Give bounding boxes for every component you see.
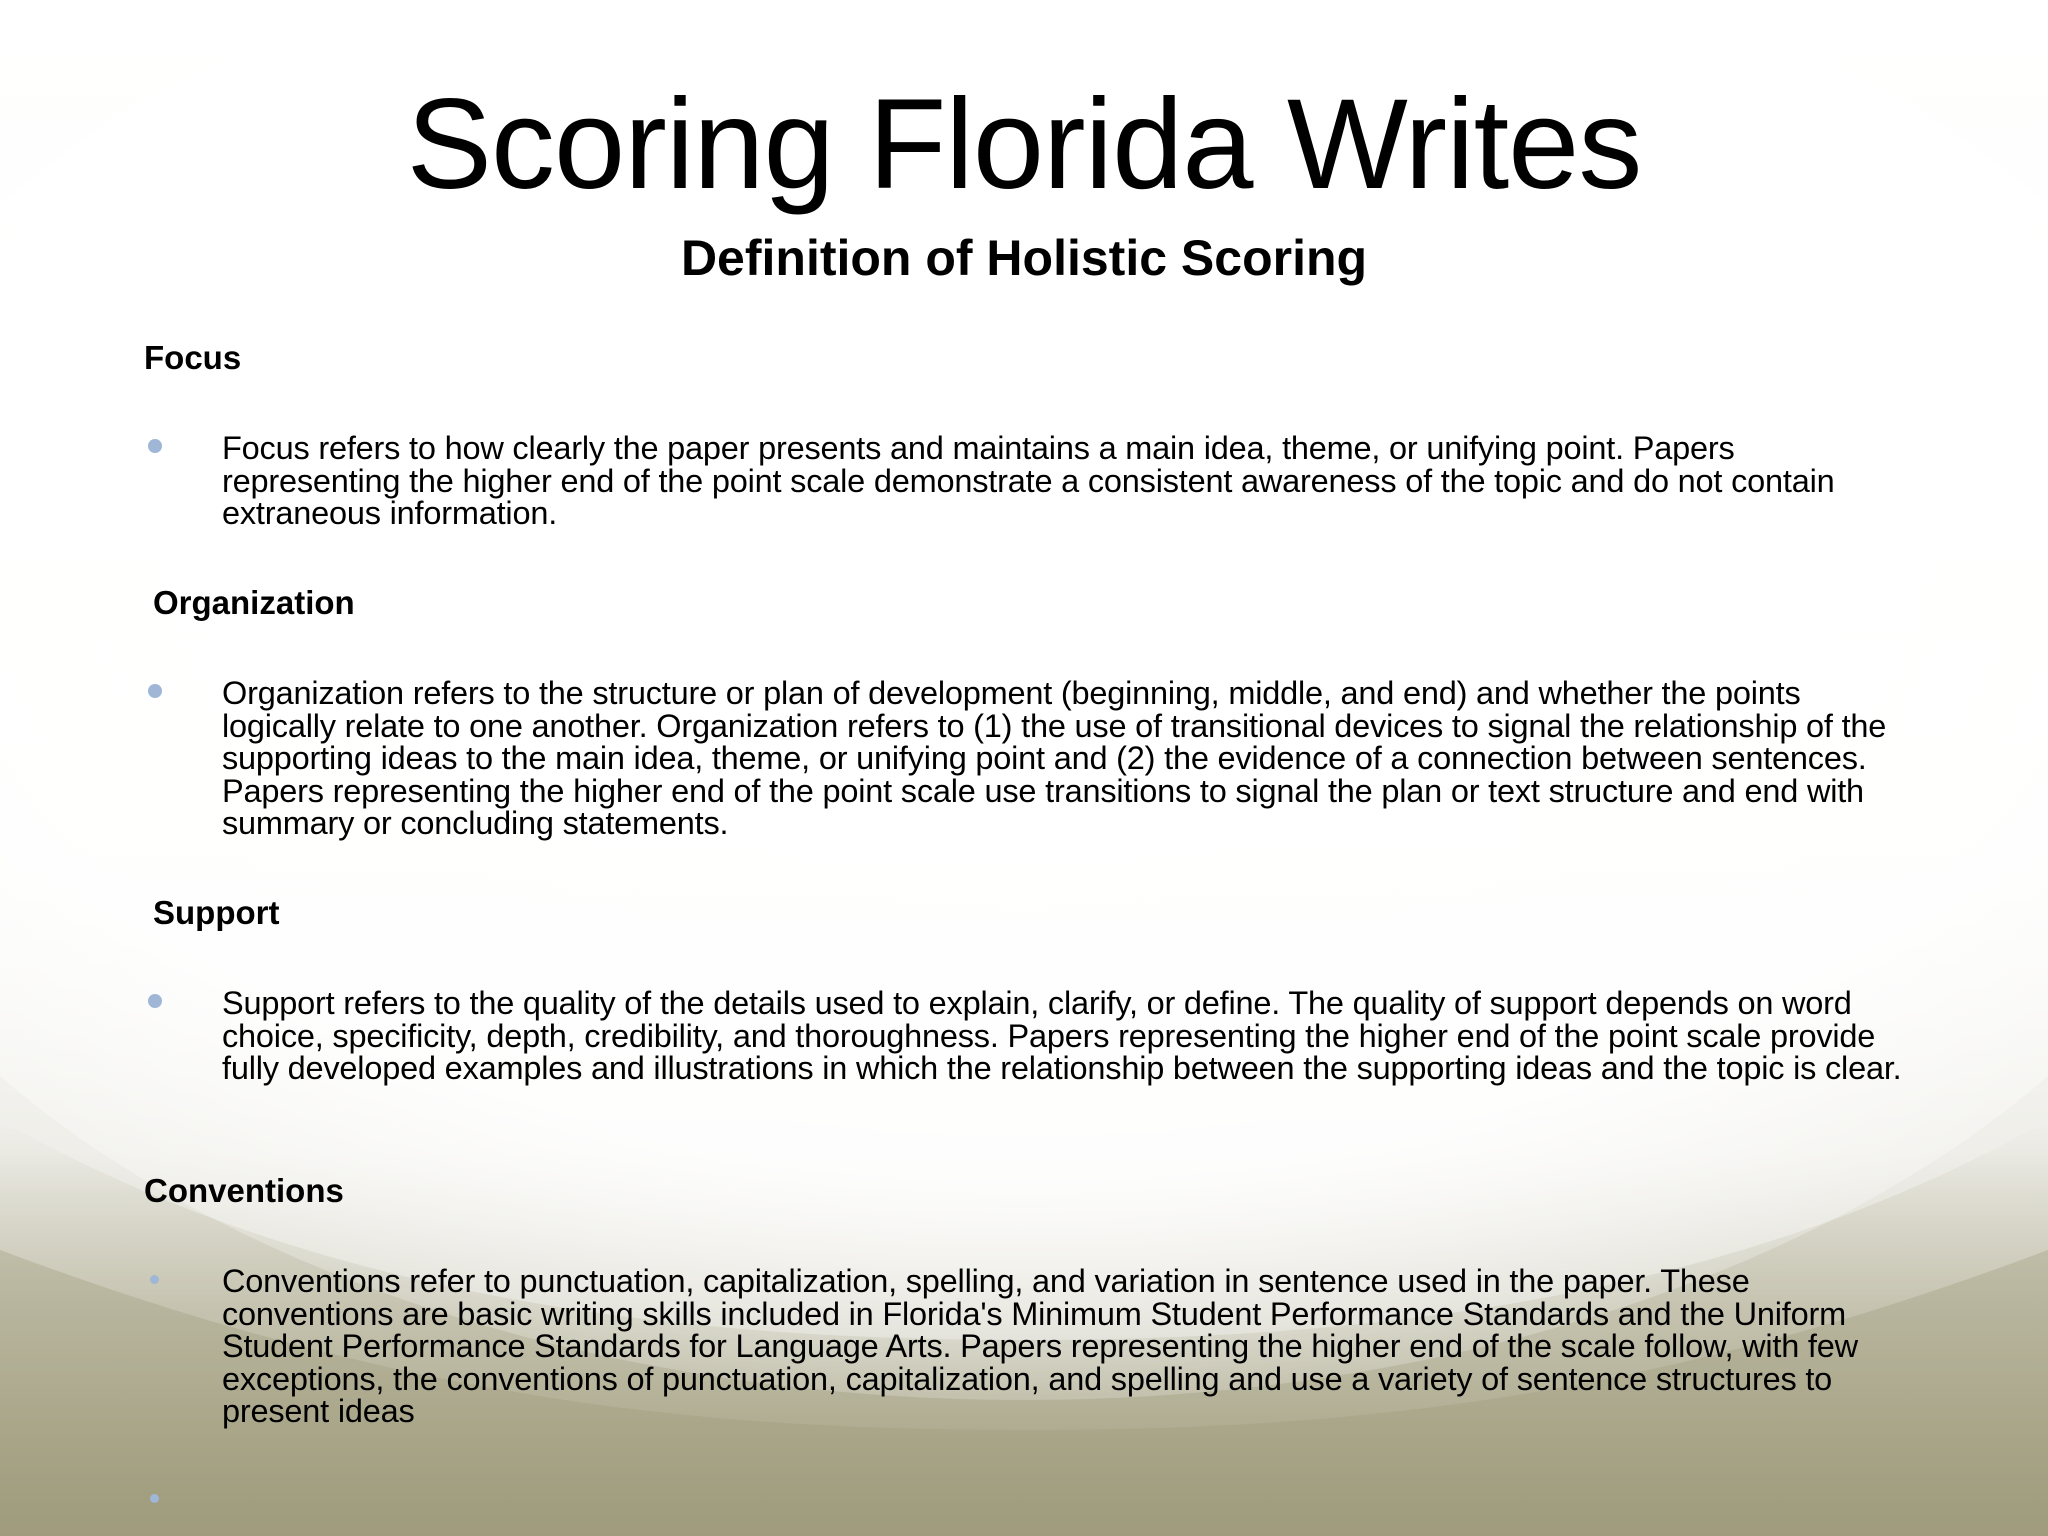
empty-bullet-icon [150,1494,159,1503]
section-text-focus: Focus refers to how clearly the paper presents and maintains a main idea, theme, or unifying point. Papers representing the higher end of the point scale demonstrate a consistent awareness of the topic and do not contain extraneous information. [222,430,1835,532]
section-text-support: Support refers to the quality of the details used to explain, clarify, or define. The quality of support depends on word choice, specificity, depth, credibility, and thoroughness. Papers representing the higher end of the point scale provide fully developed examples and illustrations in which the relationship between the supporting ideas and the topic is clear. [222,985,1902,1087]
bullet-icon [148,439,162,453]
section-text-conventions: Conventions refer to punctuation, capitalization, spelling, and variation in sentence used in the paper. These conventions are basic writing skills included in Florida's Minimum Student Performance Standards and the Uniform Student Performance Standards for Language Arts. Papers representing the higher end of the scale follow, with few exceptions, the conventions of punctuation, capitalization, and spelling and use a variety of sentence structures to present ideas [222,1263,1858,1430]
bullet-icon [148,684,162,698]
slide-title: Scoring Florida Writes [406,73,1642,216]
section-heading-focus: Focus [144,339,242,376]
section-text-organization: Organization refers to the structure or plan of development (beginning, middle, and end) and whether the points logically relate to one another. Organization refers to (1) the use of transitional devices to signal the relationship of the supporting ideas to the main idea, theme, or unifying point and (2) the evidence of a connection between sentences. Papers representing the higher end of the point scale use transitions to signal the plan or text structure and end with summary or concluding statements. [222,675,1887,842]
bullet-icon [150,1275,159,1284]
bullet-icon [148,994,162,1008]
section-heading-conventions: Conventions [144,1172,344,1209]
section-heading-support: Support [153,894,280,931]
section-heading-organization: Organization [153,584,355,621]
slide-subtitle: Definition of Holistic Scoring [680,230,1368,286]
